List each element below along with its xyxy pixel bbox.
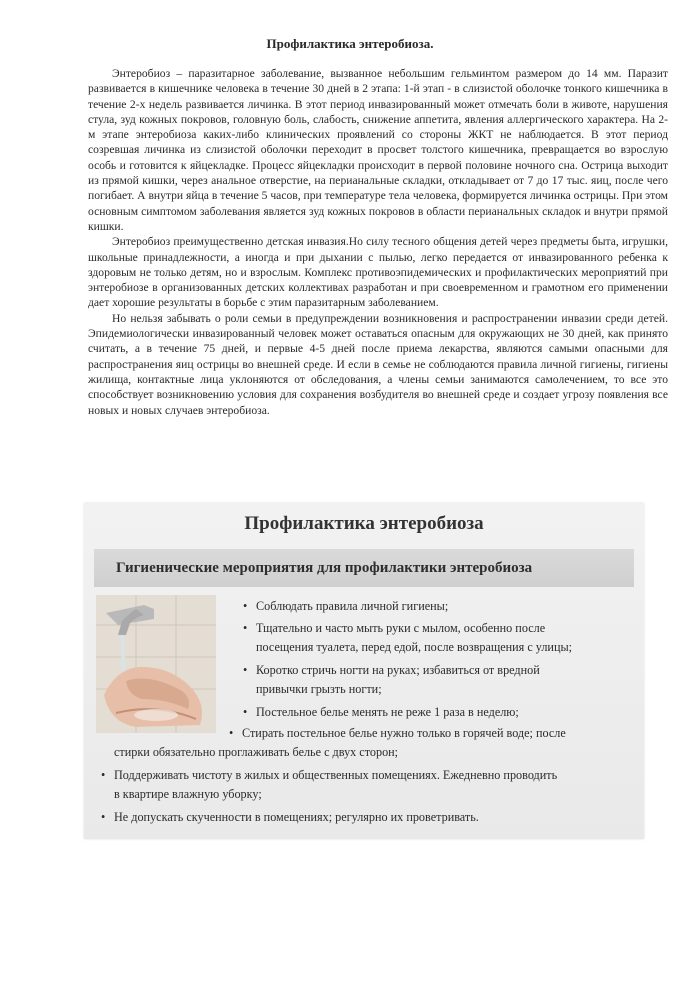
list-item: • Тщательно и часто мыть руки с мылом, особенно после посещения туалета, перед едой, после возвращения с улицы; [243,621,573,654]
bullet: • [243,621,248,635]
list-item: • Не допускать скученности в помещениях; регулярно их проветривать. [114,808,479,827]
article-body [88,66,668,418]
list-item: • Стирать постельное белье нужно только в горячей воде; после стирки обязательно проглаживать белье с двух сторон; [114,726,566,759]
bullet: • [101,810,106,824]
page-title: Профилактика энтеробиоза. [266,36,434,51]
list-item: • Постельное белье менять не реже 1 раза в неделю; [256,703,519,722]
list-item: • Поддерживать чистоту в жилых и общественных помещениях. Ежедневно проводить в квартире влажную уборку; [101,768,558,801]
paragraph-1: Энтеробиоз – паразитарное заболевание, вызванное небольшим гельминтом размером до 14 мм. Паразит развивается в кишечнике человека в течение 30 дней в 2 этапа: 1-й этап - в слизистой оболочке тонкого кишечника в течение 2-х недель развивается личинка. В этот период инвазированный может отмечать боли в животе, нарушения стула, зуд кожных покровов, головную боль, слабость, снижение аппетита, явления аллергического характера. На 2-м этапе энтеробиоза каких-либо клинических проявлений со стороны ЖКТ не наблюдается. В этот период созревшая личинка из слизистой оболочки переходит в просвет толстого кишечника, превращается во взрослую особь и готовится к яйцекладке. Процесс яйцекладки происходит в первой половине ночного сна. Острица выходит из прямой кишки, через анальное отверстие, на перианальные складки, откладывает от 7 до 17 тыс. яиц, после чего погибает. А внутри яйца в течение 5 часов, при температуре тела человека, формируется личинка острицы. При этом основным симптомом заболевания является зуд кожных покровов в области перианальных складок и внутри прямой кишки. [88,67,668,233]
paragraph-2: Энтеробиоз преимущественно детская инвазия.Но силу тесного общения детей через предметы быта, игрушки, школьные принадлежности, а иногда и при дыхании с пылью, легко передается от инвазированного ребенка к здоровым не только детям, но и взрослым. Комплекс противоэпидемических и профилактических мероприятий при энтеробиозе в организованных детских коллективах разработан и при своевременном и грамотном его применении дает хорошие результаты в борьбе с этим паразитарным заболеванием. [88,235,668,310]
slide-title: Профилактика энтеробиоза [244,513,484,534]
list-item: • Соблюдать правила личной гигиены; [256,597,448,616]
bullet: • [101,768,106,782]
bullet: • [243,599,248,613]
bullet: • [229,726,234,740]
bullet: • [243,663,248,677]
bullet: • [243,705,248,719]
slide-subtitle: Гигиенические мероприятия для профилактики энтеробиоза [94,549,634,587]
list-item: • Коротко стричь ногти на руках; избавиться от вредной привычки грызть ногти; [243,663,540,696]
paragraph-3: Но нельзя забывать о роли семьи в предупреждении возникновения и распространении инвазии среди детей. Эпидемиологически инвазированный человек может оставаться опасным для окружающих не 30 дней, как принято считать, а в течение 75 дней, и первые 4-5 дней после приема лекарства, являются самыми опасными для распространения яиц острицы во внешней среде. И если в семье не соблюдаются правила личной гигиены, гигиены жилища, контактные лица уклоняются от обследования, а члены семьи занимаются самолечением, то все это способствует возникновению условия для сохранения возбудителя во внешней среде и создает угрозу появления все новых и новых случаев энтеробиоза. [88,311,668,417]
handwashing-photo [96,595,216,733]
infographic-slide [84,503,644,839]
